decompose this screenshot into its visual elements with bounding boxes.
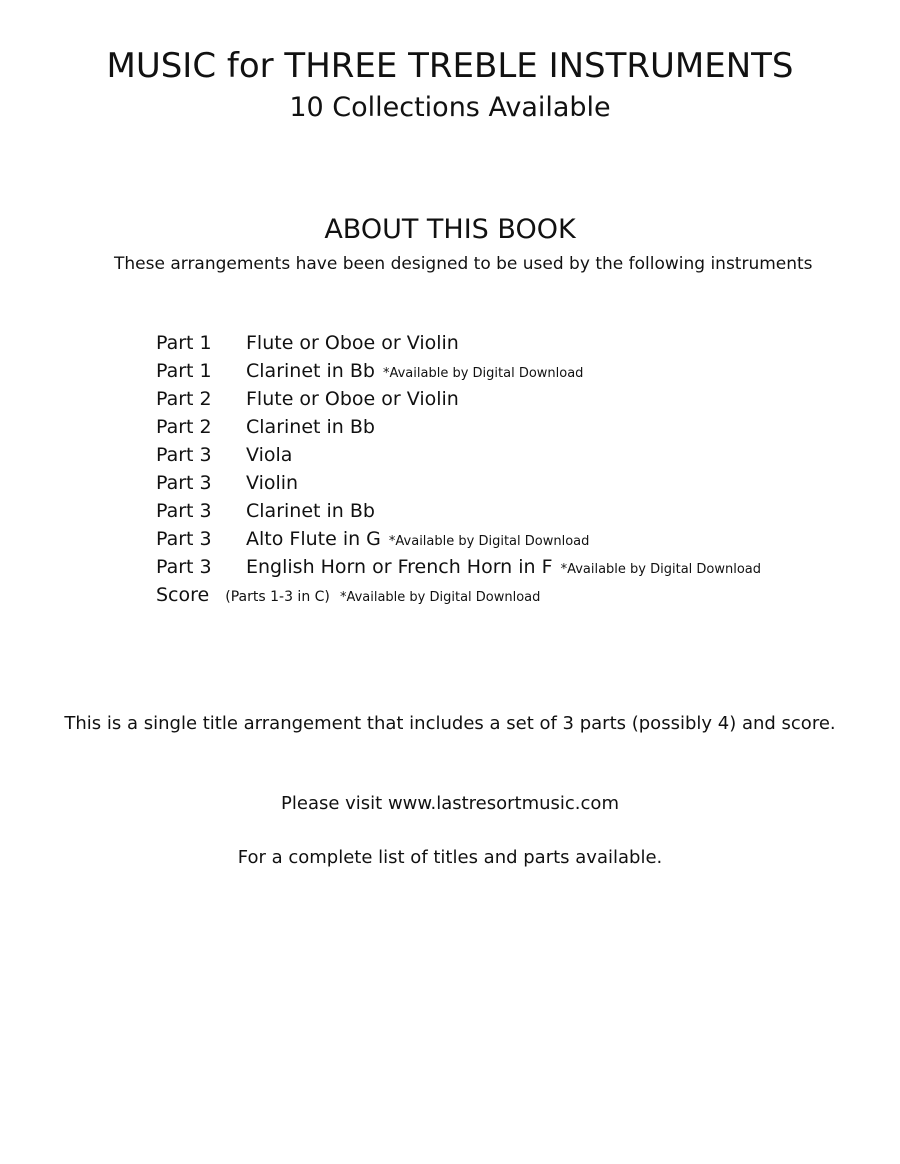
part-instrument: Alto Flute in G [246,528,381,550]
part-instrument: Flute or Oboe or Violin [246,332,459,354]
part-instrument: Viola [246,444,293,466]
part-instrument: Flute or Oboe or Violin [246,388,459,410]
page-title: MUSIC for THREE TREBLE INSTRUMENTS [106,46,794,86]
part-instrument: Clarinet in Bb [246,360,375,382]
complete-list-text: For a complete list of titles and parts available. [237,847,663,868]
part-instrument: Clarinet in Bb [246,500,375,522]
part-instrument: English Horn or French Horn in F [246,556,553,578]
download-note: *Available by Digital Download [560,562,762,577]
download-note: *Available by Digital Download [339,590,541,605]
about-intro: These arrangements have been designed to be used by the following instruments [114,254,813,274]
part-instrument: Clarinet in Bb [246,416,375,438]
part-label: Part 3 [156,472,212,494]
part-label: Part 3 [156,556,212,578]
part-label: Part 2 [156,416,212,438]
part-row [156,329,856,357]
download-note: *Available by Digital Download [388,534,590,549]
part-row [156,441,856,469]
score-row [156,581,856,609]
part-row [156,525,856,553]
parts-list [156,329,856,609]
part-row [156,413,856,441]
download-note: *Available by Digital Download [382,366,584,381]
part-row [156,385,856,413]
part-label: Part 1 [156,332,212,354]
part-label: Part 1 [156,360,212,382]
part-row [156,357,856,385]
page-subtitle: 10 Collections Available [289,92,611,123]
part-label: Part 3 [156,500,212,522]
part-instrument: Violin [246,472,299,494]
score-label: Score [156,584,210,606]
about-heading: ABOUT THIS BOOK [324,214,576,245]
part-label: Part 2 [156,388,212,410]
score-detail: (Parts 1-3 in C) [225,589,330,605]
part-row [156,497,856,525]
visit-website-text: Please visit www.lastresortmusic.com [281,793,619,814]
part-row [156,469,856,497]
arrangement-description: This is a single title arrangement that includes a set of 3 parts (possibly 4) and score. [64,713,836,734]
part-row [156,553,856,581]
part-label: Part 3 [156,528,212,550]
part-label: Part 3 [156,444,212,466]
